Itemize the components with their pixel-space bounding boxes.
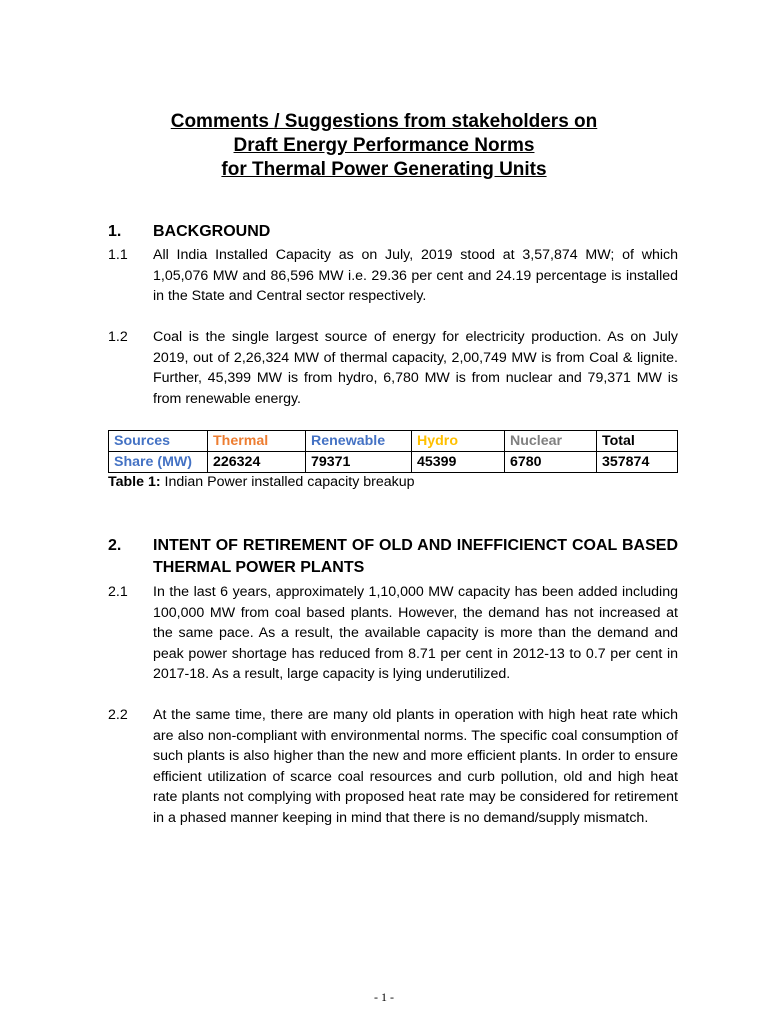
cell-renewable: 79371	[306, 452, 412, 473]
paragraph-text: Coal is the single largest source of energy for electricity production. As on July 2019, out of 2,26,324 MW of thermal capacity, 2,00,749 MW is from Coal & lignite. Further, 45,399 MW is from hydro, 6,780 MW is from nuclear and 79,371 MW is from renewable energy.	[153, 329, 678, 407]
cell-thermal: 226324	[208, 452, 306, 473]
row-label: Share (MW)	[109, 452, 208, 473]
header-hydro: Hydro	[412, 431, 505, 452]
table-header-row	[109, 431, 678, 452]
header-thermal: Thermal	[208, 431, 306, 452]
caption-label: Table 1:	[108, 474, 161, 490]
section-2-heading	[108, 535, 678, 579]
cell-total: 357874	[597, 452, 678, 473]
paragraph-1-2	[108, 327, 678, 409]
title-line-2: Draft Energy Performance Norms	[233, 135, 535, 156]
capacity-table	[108, 430, 678, 473]
cell-nuclear: 6780	[505, 452, 597, 473]
paragraph-text: All India Installed Capacity as on July, 2019 stood at 3,57,874 MW; of which 1,05,076 MW and 86,596 MW i.e. 29.36 per cent and 24.19 percentage is installed in the State and Central sector respectively.	[153, 247, 678, 304]
document-title	[0, 110, 768, 182]
table-row	[109, 452, 678, 473]
table-caption	[108, 472, 415, 492]
paragraph-2-1	[108, 582, 678, 685]
title-line-1: Comments / Suggestions from stakeholders on	[170, 111, 598, 132]
section-number: 1.	[108, 223, 122, 240]
page-number: - 1 -	[374, 990, 394, 1004]
paragraph-text: At the same time, there are many old plants in operation with high heat rate which are also non-compliant with environmental norms. The specific coal consumption of such plants is also higher than the new and more efficient plants. In order to ensure efficient utilization of scarce coal resources and curb pollution, old and high heat rate plants not complying with proposed heat rate may be considered for retirement in a phased manner keeping in mind that there is no demand/supply mismatch.	[153, 707, 678, 826]
caption-text: Indian Power installed capacity breakup	[160, 474, 415, 490]
section-title: INTENT OF RETIREMENT OF OLD AND INEFFICIENCT COAL BASED THERMAL POWER PLANTS	[153, 537, 678, 576]
paragraph-number: 2.1	[108, 584, 128, 600]
paragraph-number: 1.2	[108, 329, 128, 345]
section-number: 2.	[108, 537, 122, 554]
section-1-heading	[108, 221, 678, 243]
section-title: BACKGROUND	[153, 223, 271, 240]
cell-hydro: 45399	[412, 452, 505, 473]
paragraph-text: In the last 6 years, approximately 1,10,000 MW capacity has been added including 100,000 MW from coal based plants. However, the demand has not increased at the same pace. As a result, the available capacity is more than the demand and peak power shortage has reduced from 8.71 per cent in 2012-13 to 0.7 per cent in 2017-18. As a result, large capacity is lying underutilized.	[153, 584, 678, 682]
header-renewable: Renewable	[306, 431, 412, 452]
header-sources: Sources	[109, 431, 208, 452]
paragraph-1-1	[108, 245, 678, 307]
header-total: Total	[597, 431, 678, 452]
title-line-3: for Thermal Power Generating Units	[221, 159, 547, 180]
paragraph-number: 2.2	[108, 707, 128, 723]
paragraph-2-2	[108, 705, 678, 828]
paragraph-number: 1.1	[108, 247, 128, 263]
header-nuclear: Nuclear	[505, 431, 597, 452]
